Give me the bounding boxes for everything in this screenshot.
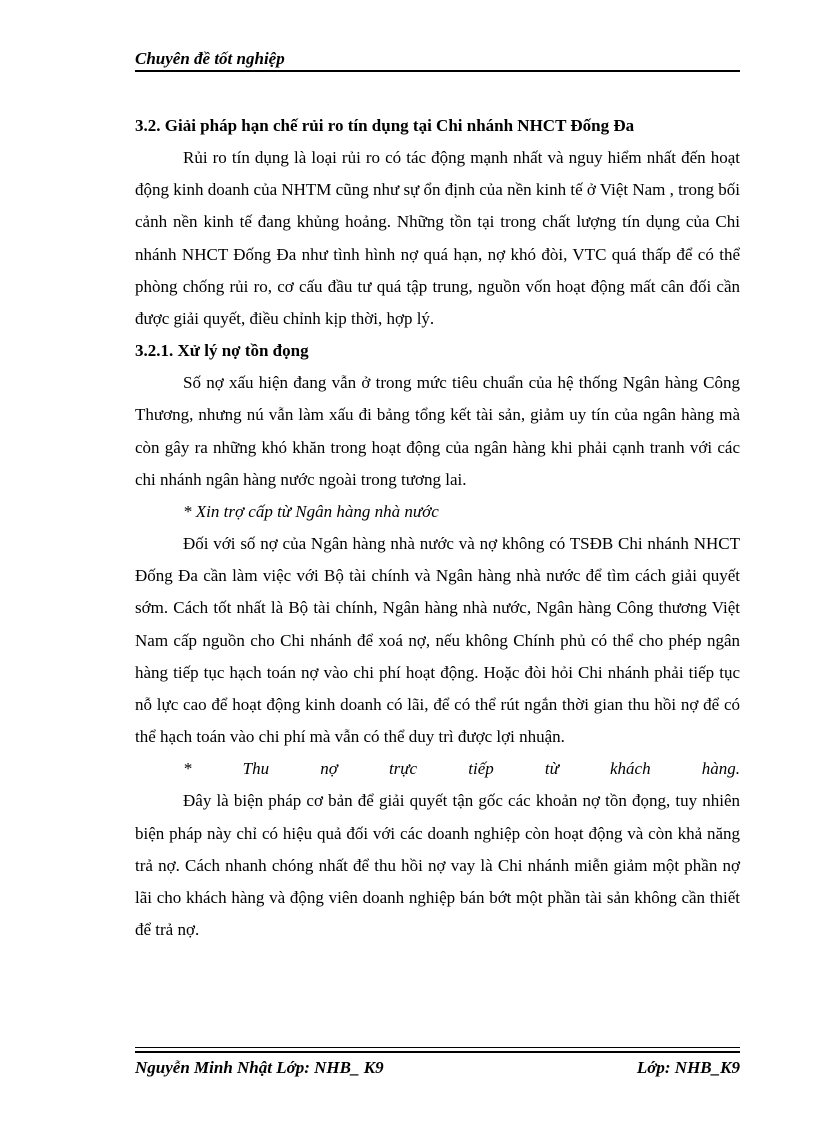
intro-paragraph: Rủi ro tín dụng là loại rủi ro có tác động mạnh nhất và nguy hiểm nhất đến hoạt động kinh doanh của NHTM cũng như sự ổn định của nền kinh tế ở Việt Nam , trong bối cảnh nền kinh tế đang khủng hoảng. Những tồn tại trong chất lượng tín dụng của Chi nhánh NHCT Đống Đa như tình hình nợ quá hạn, nợ khó đòi, VTC quá thấp để có thể phòng chống rủi ro, cơ cấu đầu tư quá tập trung, nguồn vốn hoạt động mất cân đối cần được giải quyết, điều chỉnh kịp thời, hợp lý. bbox=[135, 148, 740, 329]
direct-collection-note: * Thu nợ trực tiếp từ khách hàng. bbox=[183, 759, 740, 779]
document-title: Chuyên đề tốt nghiệp bbox=[135, 49, 285, 68]
debt-paragraph: Số nợ xấu hiện đang vẫn ở trong mức tiêu chuẩn của hệ thống Ngân hàng Công Thương, nhưng nú vẫn làm xấu đi bảng tổng kết tài sản, giảm uy tín của ngân hàng mà còn gây ra những khó khăn trong hoạt động của ngân hàng khi phải cạnh tranh với các chi nhánh ngân hàng nước ngoài trong tương lai. bbox=[135, 373, 740, 489]
page-body bbox=[135, 110, 740, 946]
footer-rule bbox=[135, 1051, 740, 1053]
state-subsidy-note: * Xin trợ cấp từ Ngân hàng nhà nước bbox=[183, 502, 439, 522]
direct-collection-paragraph: Đây là biện pháp cơ bản để giải quyết tận gốc các khoản nợ tồn đọng, tuy nhiên biện pháp này chỉ có hiệu quả đối với các doanh nghiệp còn hoạt động và còn khả năng trả nợ. Cách nhanh chóng nhất để thu hồi nợ vay là Chi nhánh miễn giảm một phần nợ lãi cho khách hàng và động viên doanh nghiệp bán bớt một phần tài sản không cần thiết để trả nợ. bbox=[135, 791, 740, 940]
state-subsidy-paragraph: Đối với số nợ của Ngân hàng nhà nước và nợ không có TSĐB Chi nhánh NHCT Đống Đa cần làm việc với Bộ tài chính và Ngân hàng nhà nước để tìm cách giải quyết sớm. Cách tốt nhất là Bộ tài chính, Ngân hàng nhà nước, Ngân hàng Công thương Việt Nam cấp nguồn cho Chi nhánh để xoá nợ, nếu không Chính phủ có thể cho phép ngân hàng tiếp tục hạch toán nợ vào chi phí hoạt động. Hoặc đòi hỏi Chi nhánh phải tiếp tục nỗ lực cao để hoạt động kinh doanh có lãi, để có thể rút ngắn thời gian thu hồi nợ để có thể hạch toán vào chi phí mà vẫn có thể duy trì được lợi nhuận. bbox=[135, 534, 740, 747]
subsection-heading: 3.2.1. Xử lý nợ tồn đọng bbox=[135, 341, 309, 361]
section-heading: 3.2. Giải pháp hạn chế rủi ro tín dụng tại Chi nhánh NHCT Đống Đa bbox=[135, 116, 635, 135]
footer-row bbox=[135, 1057, 740, 1079]
page-footer bbox=[135, 1047, 740, 1079]
footer-class: Lớp: NHB_K9 bbox=[636, 1058, 740, 1077]
page-header bbox=[135, 48, 740, 72]
footer-author: Nguyễn Minh Nhật Lớp: NHB_ K9 bbox=[135, 1058, 384, 1077]
